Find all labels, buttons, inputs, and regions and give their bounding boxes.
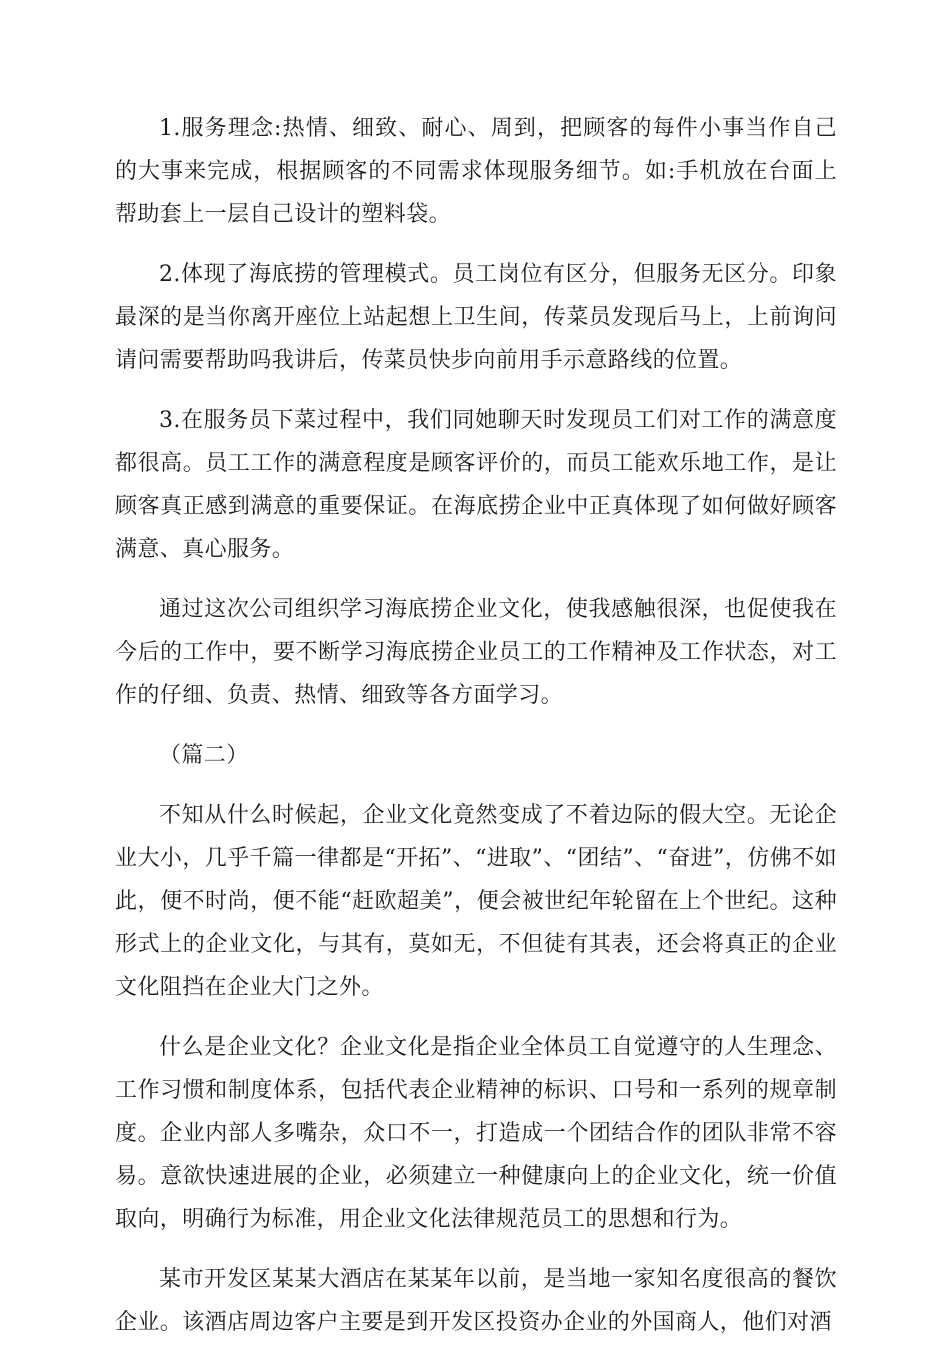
paragraph-study-summary: 通过这次公司组织学习海底捞企业文化，使我感触很深，也促使我在今后的工作中，要不断学习海底捞企业员工的工作精神及工作状态，对工作的仔细、负责、热情、细致等各方面学习。 [115,597,837,708]
document-body [115,107,837,1361]
paragraph-employee-satisfaction: 3.在服务员下菜过程中，我们同她聊天时发现员工们对工作的满意度都很高。员工工作的满意程度是顾客评价的，而员工能欢乐地工作，是让顾客真正感到满意的重要保证。在海底捞企业中正真体现了如何做好顾客满意、真心服务。 [115,408,837,562]
section-heading: （篇二） [159,743,249,768]
paragraph-culture-definition: 什么是企业文化？企业文化是指企业全体员工自觉遵守的人生理念、工作习惯和制度体系，包括代表企业精神的标识、口号和一系列的规章制度。企业内部人多嘴杂，众口不一，打造成一个团结合作的团队非常不容易。意欲快速进展的企业，必须建立一种健康向上的企业文化，统一价值取向，明确行为标准，用企业文化法律规范员工的思想和行为。 [115,1035,837,1232]
paragraph-management-model: 2.体现了海底捞的管理模式。员工岗位有区分，但服务无区分。印象最深的是当你离开座位上站起想上卫生间，传菜员发现后马上，上前询问请问需要帮助吗我讲后，传菜员快步向前用手示意路线的位置。 [115,262,837,373]
paragraph-hotel-case: 某市开发区某某大酒店在某某年以前，是当地一家知名度很高的餐饮企业。该酒店周边客户主要是到开发区投资办企业的外国商人，他们对酒 [115,1267,837,1335]
paragraph-service-concept: 1.服务理念:热情、细致、耐心、周到，把顾客的每件小事当作自己的大事来完成，根据顾客的不同需求体现服务细节。如:手机放在台面上帮助套上一层自己设计的塑料袋。 [115,116,837,227]
paragraph-culture-critique: 不知从什么时候起，企业文化竟然变成了不着边际的假大空。无论企业大小，几乎千篇一律都是“开拓”、“进取”、“团结”、“奋进”，仿佛不如此，便不时尚，便不能“赶欧超美”，便会被世纪年轮留在上个世纪。这种形式上的企业文化，与其有，莫如无，不但徒有其表，还会将真正的企业文化阻挡在企业大门之外。 [115,803,837,1000]
